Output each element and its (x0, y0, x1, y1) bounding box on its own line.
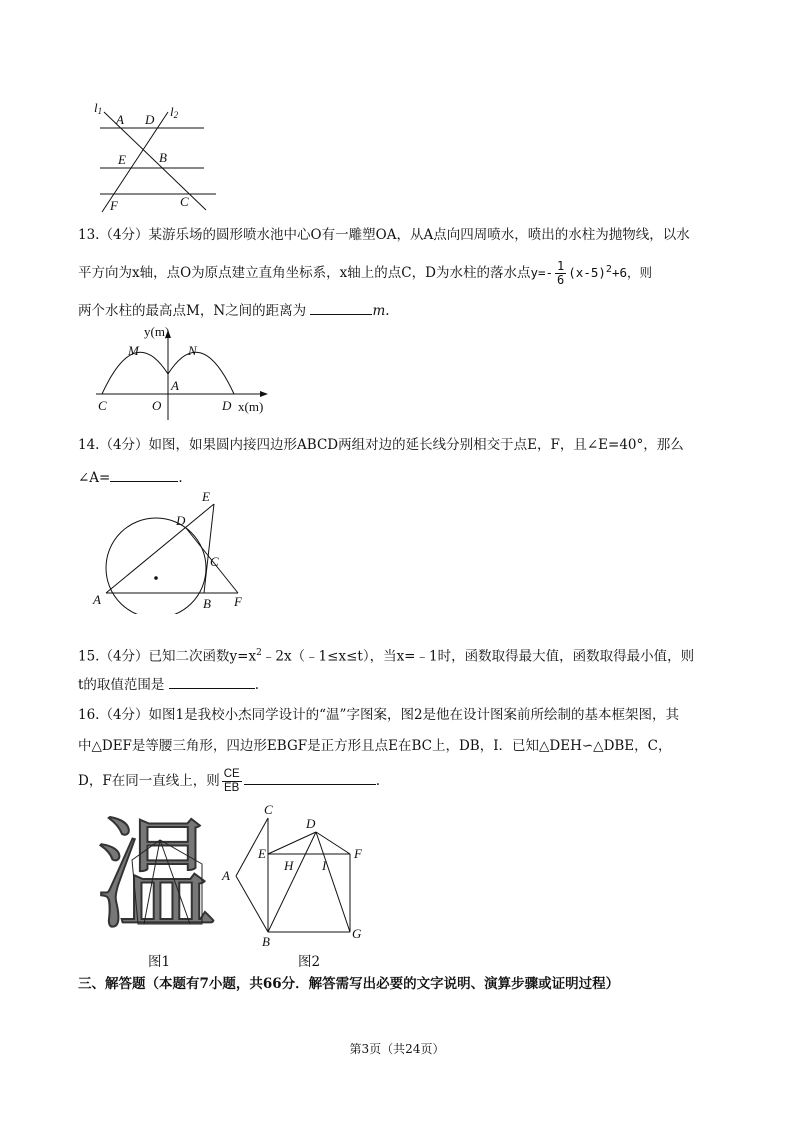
q13-formula-exp: 2 (605, 263, 612, 275)
wen-glyph-frame (92, 807, 220, 946)
q13-line2 (78, 260, 652, 287)
label-E: E (258, 846, 266, 861)
inscribed-quadrilateral-figure (90, 488, 256, 614)
label-l2: l2 (170, 104, 179, 120)
q15-line1 (78, 644, 694, 666)
label-l1: l1 (94, 100, 103, 116)
label-N: N (188, 343, 197, 358)
q16-line1: 16.（4分）如图1是我校小杰同学设计的“温”字图案，图2是他在设计图案前所绘制的基本框架图，其 (78, 707, 680, 723)
label-F: F (234, 594, 242, 609)
wen-glyph-picture (92, 807, 220, 946)
q15-line2-text: t的取值范围是 (78, 677, 165, 693)
label-D: D (145, 112, 155, 127)
label-C: C (180, 194, 189, 209)
wen-glyph: 温 (96, 807, 216, 946)
q15-exponent: 2 (256, 648, 262, 658)
fig1-caption: 图1 (148, 954, 171, 970)
label-B: B (262, 934, 270, 949)
q16-fraction (222, 768, 242, 795)
q14-line2-text: ∠A= (78, 470, 111, 486)
q16-fraction-den: EB (224, 782, 240, 794)
label-C: C (264, 802, 273, 817)
q14-line2-end: . (178, 470, 183, 486)
q16-line3-text: D，F在同一直线上，则 (78, 773, 220, 789)
label-G: G (352, 926, 362, 941)
q14-answer-blank[interactable] (110, 467, 178, 482)
label-H: H (284, 858, 294, 873)
y-axis-label: y(m) (144, 324, 170, 339)
q15-line2-end: . (254, 677, 260, 693)
label-D: D (222, 398, 232, 413)
page-footer: 第3页（共24页） (349, 1042, 445, 1056)
q14-line2 (78, 467, 183, 487)
label-D: D (176, 513, 186, 528)
label-E: E (202, 489, 210, 504)
label-E: E (118, 152, 126, 167)
q13-line3 (78, 300, 390, 320)
label-F: F (110, 198, 118, 213)
q15-line2 (78, 674, 259, 694)
x-axis-label: x(m) (238, 399, 264, 414)
q13-line2-text: 平方向为x轴，点O为原点建立直角坐标系，x轴上的点C，D为水柱的落水点 (78, 265, 531, 281)
label-F: F (354, 846, 362, 861)
label-A: A (171, 378, 179, 393)
label-A: A (93, 592, 101, 607)
q13-answer-blank[interactable] (310, 300, 372, 315)
q13-line3-text: 两个水柱的最高点M，N之间的距离为 (78, 303, 307, 319)
section-3-heading: 三、解答题（本题有7小题，共66分．解答需写出必要的文字说明、演算步骤或证明过程） (78, 976, 620, 992)
label-D: D (306, 816, 316, 831)
q13-formula-prefix: y=- (530, 265, 554, 280)
q13-line1: 13.（4分）某游乐场的圆形喷水池中心O有一雕塑OA，从A点向四周喷水，喷出的水柱为抛物线，以水 (78, 227, 690, 243)
q15-answer-blank[interactable] (169, 674, 255, 689)
label-B: B (159, 150, 167, 165)
q14-line1: 14.（4分）如图，如果圆内接四边形ABCD两组对边的延长线分别相交于点E，F，且∠E=40°，那么 (78, 437, 684, 453)
q16-line3-end: . (375, 773, 380, 789)
q15-line1-text-b: ﹣2x（﹣1≤x≤t），当x=﹣1时，函数取得最大值，函数取得最小值，则 (261, 648, 695, 665)
fountain-figure (92, 322, 276, 422)
q15-line1-text-a: 15.（4分）已知二次函数y=x (78, 648, 257, 665)
q16-line2: 中△DEF是等腰三角形，四边形EBGF是正方形且点E在BC上，DB，I．已知△DEH∽△DBE，C， (78, 738, 672, 754)
q16-answer-blank[interactable] (244, 770, 376, 785)
q13-fraction-den: 6 (557, 273, 565, 287)
parallel-lines-figure (88, 98, 218, 216)
q16-line3 (78, 768, 380, 795)
label-B: B (203, 596, 211, 611)
q13-formula-fraction (555, 260, 566, 287)
label-O: O (152, 398, 162, 413)
q16-fraction-num: CE (223, 768, 240, 780)
label-A: A (116, 112, 124, 127)
label-C: C (210, 554, 219, 569)
q13-formula-tail: +6，则 (611, 265, 652, 280)
label-M: M (128, 343, 139, 358)
q13-formula (530, 259, 652, 287)
label-C: C (98, 398, 107, 413)
fig2-caption: 图2 (298, 954, 321, 970)
framework-figure (218, 800, 366, 950)
label-A: A (222, 868, 230, 883)
q13-unit: m. (372, 303, 390, 319)
q13-formula-rest: (x-5) (568, 265, 606, 280)
q13-fraction-num: 1 (557, 259, 565, 273)
label-I: I (322, 858, 327, 873)
